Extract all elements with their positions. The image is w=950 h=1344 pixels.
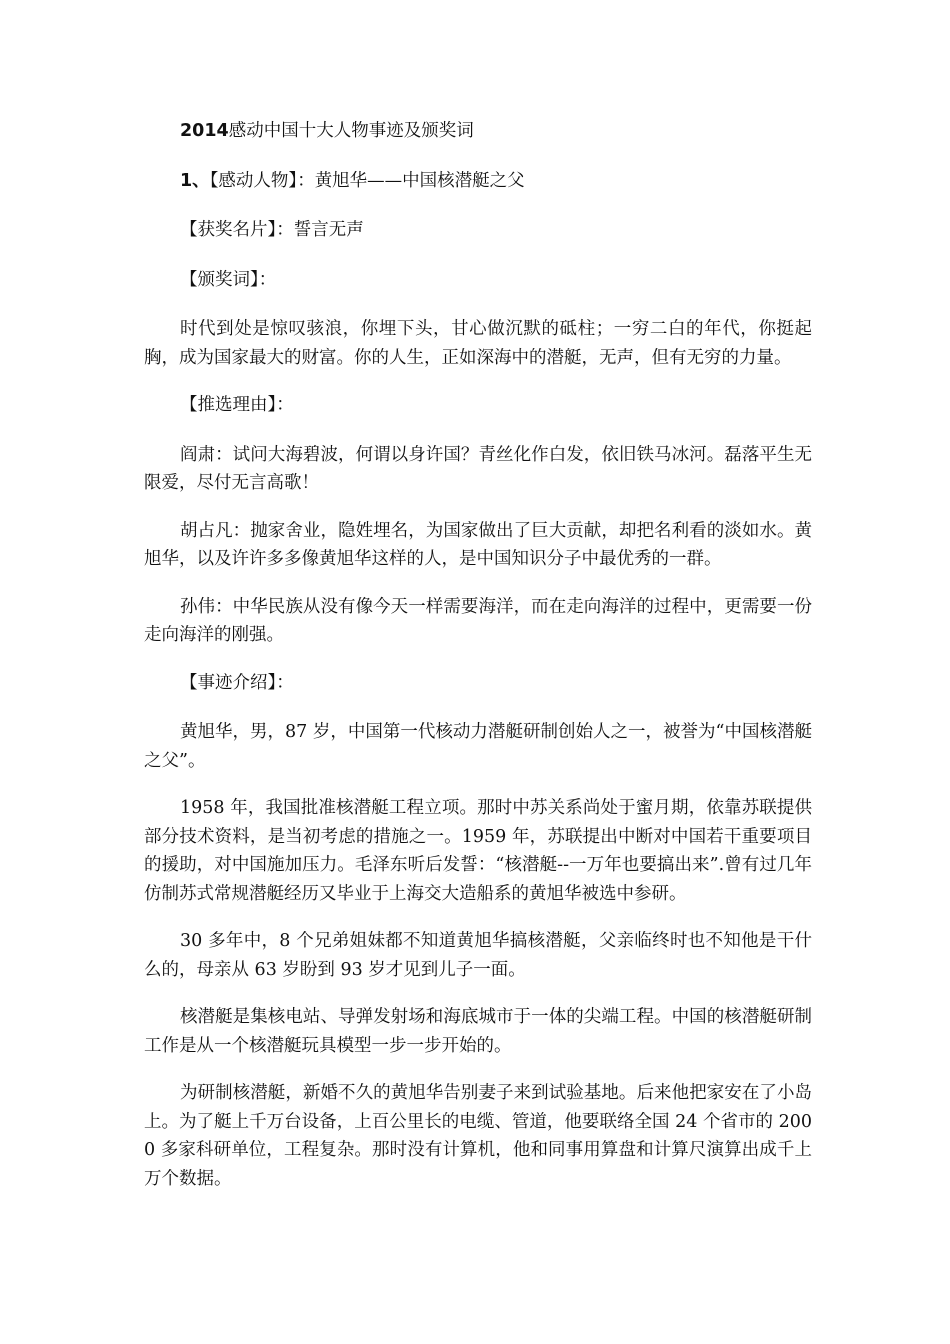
section-separator: ： xyxy=(297,170,315,191)
story-paragraph: 30 多年中，8 个兄弟姐妹都不知道黄旭华搞核潜艇，父亲临终时也不知他是干什么的，母亲从 63 岁盼到 93 岁才见到儿子一面。 xyxy=(144,931,812,980)
citation-heading xyxy=(144,266,812,295)
reason-heading xyxy=(144,391,812,420)
reason-paragraph: 孙伟：中华民族从没有像今天一样需要海洋，而在走向海洋的过程中，更需要一份走向海洋的刚强。 xyxy=(144,596,812,645)
story-paragraph: 黄旭华，男，87 岁，中国第一代核动力潜艇研制创始人之一，被誉为“中国核潜艇之父”。 xyxy=(144,722,812,771)
citation-separator: ： xyxy=(258,269,277,290)
award-card-value: 誓言无声 xyxy=(293,220,364,240)
award-card-label: 【获奖名片】 xyxy=(180,220,277,240)
citation-paragraph: 时代到处是惊叹骇浪，你埋下头，甘心做沉默的砥柱；一穷二白的年代，你挺起胸，成为国家最大的财富。你的人生，正如深海中的潜艇，无声，但有无穷的力量。 xyxy=(144,319,812,368)
section-heading xyxy=(144,167,812,196)
citation-label: 【颁奖词】 xyxy=(180,269,259,290)
story-heading xyxy=(144,669,812,698)
document-title xyxy=(144,117,812,146)
section-person: 黄旭华——中国核潜艇之父 xyxy=(314,170,525,191)
story-paragraph: 1958 年，我国批准核潜艇工程立项。那时中苏关系尚处于蜜月期，依靠苏联提供部分技术资料，是当初考虑的措施之一。1959 年，苏联提出中断对中国若干重要项目的援助，对中国施加压力。毛泽东听后发誓：“核潜艇--一万年也要搞出来”.曾有过几年仿制苏式常规潜艇经历又毕业于上海交大造船系的黄旭华被选中参研。 xyxy=(144,798,812,904)
section-number: 1、 xyxy=(180,170,210,191)
reason-paragraph: 阎肃：试问大海碧波，何谓以身许国？青丝化作白发，依旧铁马冰河。磊落平生无限爱，尽付无言高歌！ xyxy=(144,444,812,493)
title-year: 2014 xyxy=(180,121,229,141)
award-card-separator: ： xyxy=(276,220,294,240)
section-label: 【感动人物】 xyxy=(209,170,298,191)
reason-separator: ： xyxy=(276,395,294,415)
story-separator: ： xyxy=(276,672,294,693)
reason-label: 【推选理由】 xyxy=(180,395,277,415)
document-body xyxy=(144,117,812,1212)
award-card-line xyxy=(144,216,812,245)
title-text: 感动中国十大人物事迹及颁奖词 xyxy=(228,121,474,141)
reason-paragraph: 胡占凡：抛家舍业，隐姓埋名，为国家做出了巨大贡献，却把名利看的淡如水。黄旭华，以及许许多多像黄旭华这样的人，是中国知识分子中最优秀的一群。 xyxy=(144,520,812,569)
story-label: 【事迹介绍】 xyxy=(180,672,277,693)
story-paragraph: 为研制核潜艇，新婚不久的黄旭华告别妻子来到试验基地。后来他把家安在了小岛上。为了艇上千万台设备，上百公里长的电缆、管道，他要联络全国 24 个省市的 2000 多家科研单位，工程复杂。那时没有计算机，他和同事用算盘和计算尺演算出成千上万个数据。 xyxy=(144,1083,812,1189)
story-paragraph: 核潜艇是集核电站、导弹发射场和海底城市于一体的尖端工程。中国的核潜艇研制工作是从一个核潜艇玩具模型一步一步开始的。 xyxy=(144,1007,812,1056)
